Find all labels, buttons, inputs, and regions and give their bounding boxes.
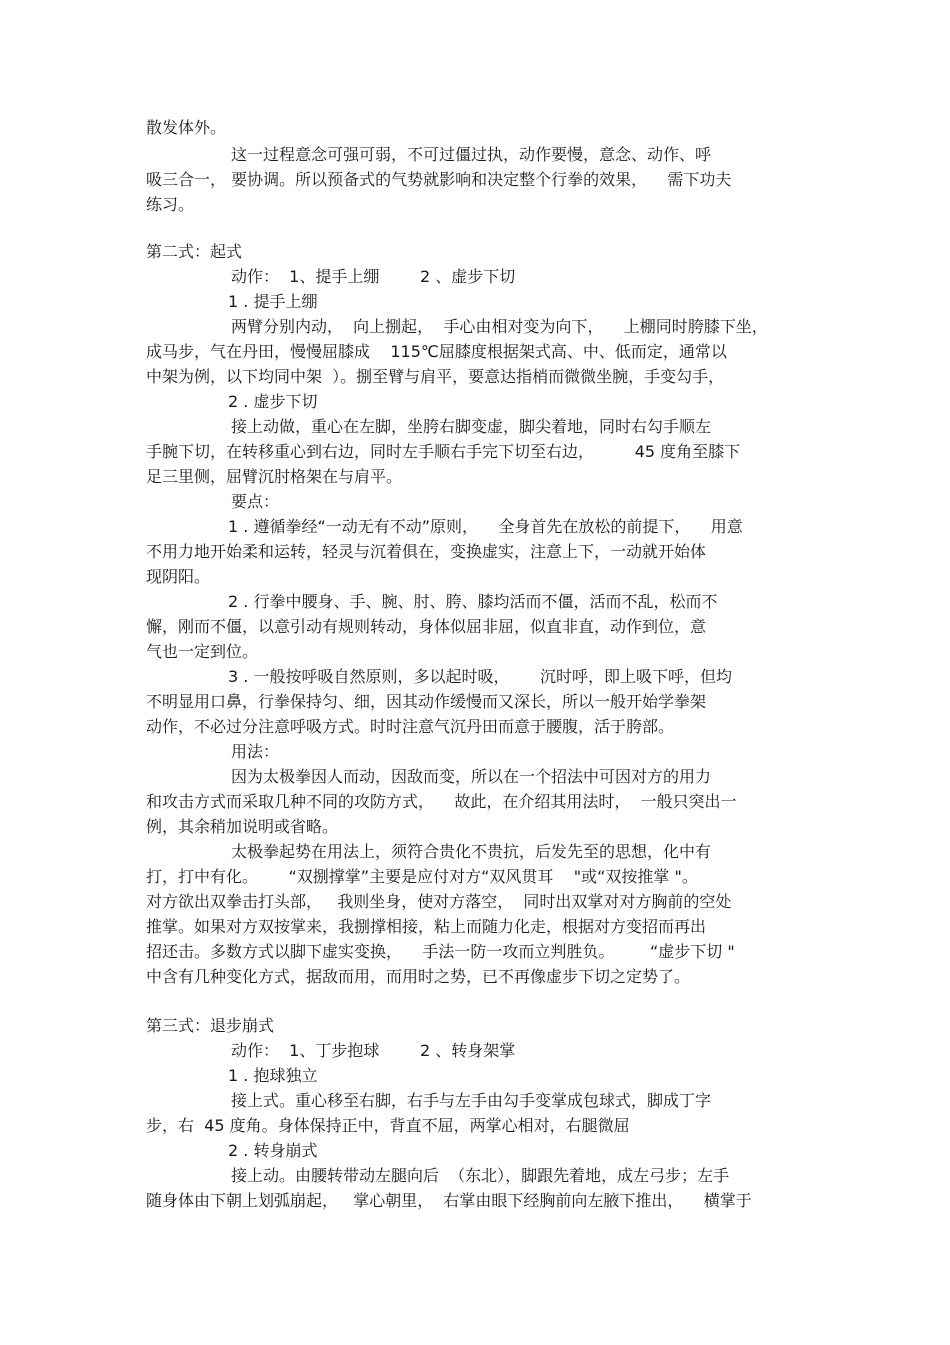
text-line: 散发体外。 xyxy=(146,118,227,137)
text-line: 这一过程意念可强可弱，不可过僵过执，动作要慢，意念、动作、呼 xyxy=(231,145,712,164)
text-line: 例，其余稍加说明或省略。 xyxy=(146,817,339,836)
text-line: 对方欲出双拳击打头部， 我则坐身，使对方落空， 同时出双掌对对方胸前的空处 xyxy=(146,892,732,911)
text-line: 接上动。由腰转带动左腿向后 （东北），脚跟先着地，成左弓步；左手 xyxy=(231,1166,730,1185)
text-line: 手腕下切，在转移重心到右边，同时左手顺右手完下切至右边， 45 度角至膝下 xyxy=(146,442,741,461)
text-line: 练习。 xyxy=(146,195,195,214)
text-line: 中含有几种变化方式，据敌而用，而用时之势，已不再像虚步下切之定势了。 xyxy=(146,967,691,986)
subheading: 1 . 提手上绷 xyxy=(228,292,318,311)
text-line: 步，右 45 度角。身体保持正中，背直不屈，两掌心相对，右腿微屈 xyxy=(146,1116,630,1135)
subheading: 2 . 虚步下切 xyxy=(228,392,318,411)
text-line: 招还击。多数方式以脚下虚实变换， 手法一防一攻而立判胜负。 “虚步下切 " xyxy=(146,942,735,961)
text-line: 懈，刚而不僵，以意引动有规则转动，身体似屈非屈，似直非直，动作到位，意 xyxy=(146,617,707,636)
text-line: 吸三合一， 要协调。所以预备式的气势就影响和决定整个行拳的效果， 需下功夫 xyxy=(146,170,732,189)
text-line: 气也一定到位。 xyxy=(146,642,259,661)
subheading: 1 . 抱球独立 xyxy=(228,1066,318,1085)
text-line: 不用力地开始柔和运转，轻灵与沉着俱在，变换虚实，注意上下，一动就开始体 xyxy=(146,542,707,561)
text-line: 2 . 行拳中腰身、手、腕、肘、胯、膝均活而不僵，活而不乱，松而不 xyxy=(228,592,718,611)
text-line: 和攻击方式而采取几种不同的攻防方式， 故此，在介绍其用法时， 一般只突出一 xyxy=(146,792,737,811)
text-line: 中架为例，以下均同中架 ）。捌至臂与肩平，要意达指梢而微微坐腕，手变勾手， xyxy=(146,367,725,386)
text-line: 不明显用口鼻，行拳保持匀、细，因其动作缓慢而又深长，所以一般开始学拳架 xyxy=(146,692,707,711)
text-line: 推掌。如果对方双按掌来，我捌撑相接，粘上而随力化走，根据对方变招而再出 xyxy=(146,917,707,936)
section-heading: 第三式：退步崩式 xyxy=(146,1016,275,1035)
text-line: 随身体由下朝上划弧崩起， 掌心朝里， 右掌由眼下经胸前向左腋下推出， 横掌于 xyxy=(146,1191,752,1210)
text-line: 动作： 1、丁步抱球 2 、转身架掌 xyxy=(231,1041,516,1060)
text-line: 太极拳起势在用法上，须符合贵化不贵抗，后发先至的思想，化中有 xyxy=(231,842,712,861)
section-heading: 第二式：起式 xyxy=(146,242,243,261)
text-line: 因为太极拳因人而动，因敌而变，所以在一个招法中可因对方的用力 xyxy=(231,767,712,786)
text-line: 两臂分别内动， 向上捌起， 手心由相对变为向下， 上棚同时胯膝下坐， xyxy=(231,317,768,336)
text-line: 动作，不必过分注意呼吸方式。时时注意气沉丹田而意于腰腹，活于胯部。 xyxy=(146,717,675,736)
text-line: 接上式。重心移至右脚，右手与左手由勾手变掌成包球式，脚成丁字 xyxy=(231,1091,712,1110)
subheading: 2 . 转身崩式 xyxy=(228,1141,318,1160)
text-line: 3 . 一般按呼吸自然原则，多以起时吸， 沉时呼，即上吸下呼，但均 xyxy=(228,667,732,686)
text-line: 接上动做，重心在左脚，坐胯右脚变虚，脚尖着地，同时右勾手顺左 xyxy=(231,417,712,436)
text-line: 现阴阳。 xyxy=(146,567,211,586)
text-line: 打，打中有化。 “双捌撑掌”主要是应付对方“双风贯耳 "或“双按推掌 "。 xyxy=(146,867,698,886)
text-line: 成马步，气在丹田，慢慢屈膝成 115℃屈膝度根据架式高、中、低而定，通常以 xyxy=(146,342,727,361)
text-line: 足三里侧，屈臂沉肘格架在与肩平。 xyxy=(146,467,403,486)
subheading: 要点： xyxy=(231,492,280,511)
text-line: 动作： 1、提手上绷 2 、虚步下切 xyxy=(231,267,516,286)
text-line: 1 . 遵循拳经“一动无有不动”原则， 全身首先在放松的前提下， 用意 xyxy=(228,517,743,536)
subheading: 用法： xyxy=(231,742,280,761)
